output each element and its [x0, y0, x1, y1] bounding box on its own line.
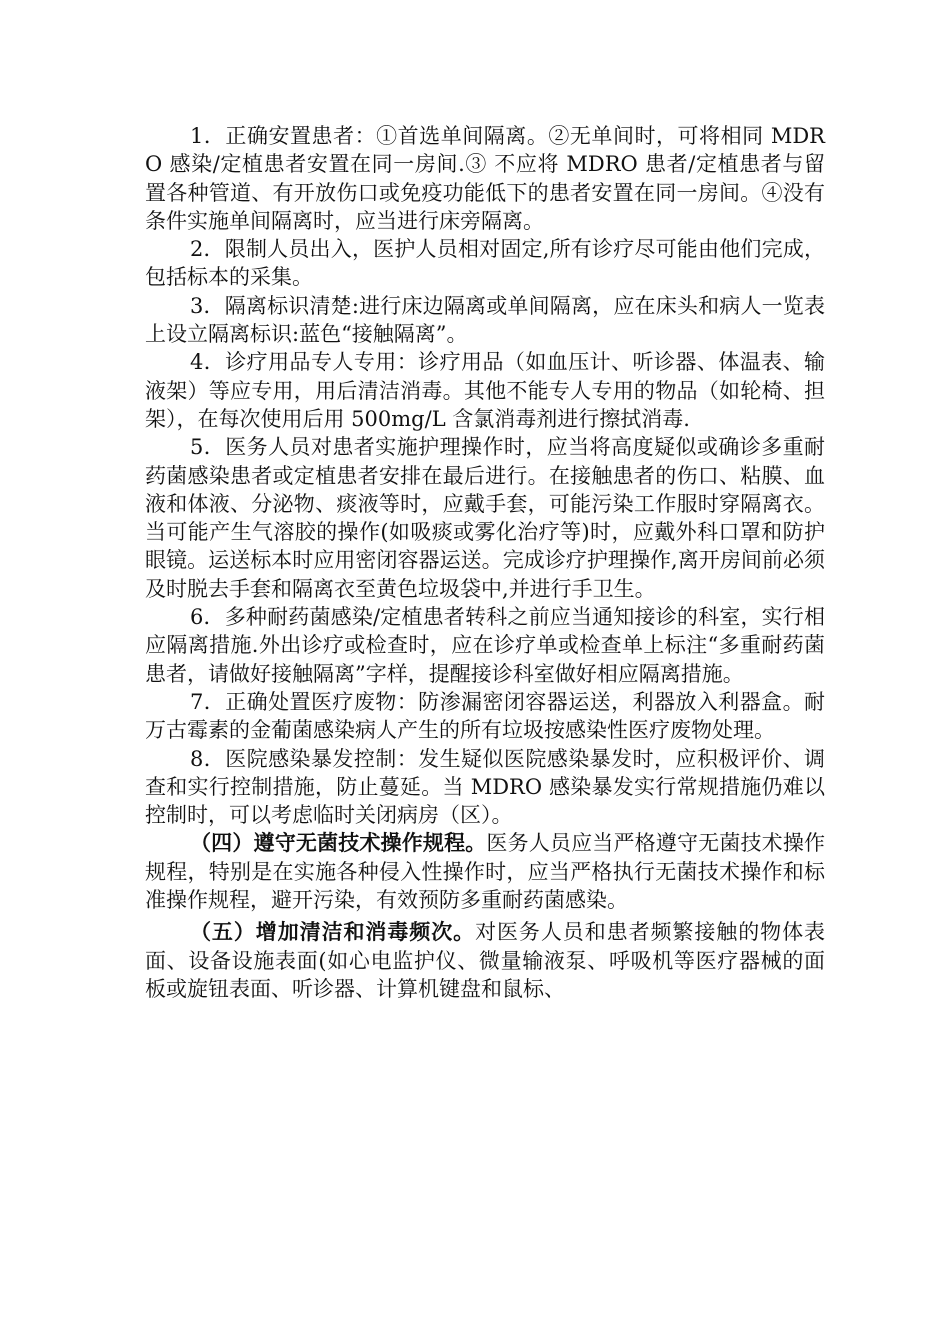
item-6: 6．多种耐药菌感染/定植患者转科之前应当通知接诊的科室，实行相应隔离措施.外出诊疗或检查时，应在诊疗单或检查单上标注“多重耐药菌患者，请做好接触隔离”字样，提醒接诊科室做好相应隔离措施。 — [145, 605, 825, 686]
section-5-heading: （五）增加清洁和消毒频次。 — [190, 919, 476, 945]
item-7: 7．正确处置医疗废物：防渗漏密闭容器运送，利器放入利器盒。耐万古霉素的金葡菌感染病人产生的所有垃圾按感染性医疗废物处理。 — [145, 689, 825, 743]
item-8: 8．医院感染暴发控制：发生疑似医院感染暴发时，应积极评价、调查和实行控制措施，防止蔓延。当 MDRO 感染暴发实行常规措施仍难以控制时，可以考虑临时关闭病房（区）。 — [145, 746, 825, 828]
section-5-body: 对医务人员和患者频繁接触的物体表面、设备设施表面(如心电监护仪、微量输液泵、呼吸机等医疗器械的面板或旋钮表面、听诊器、计算机键盘和鼠标、 — [145, 920, 826, 1001]
item-3: 3．隔离标识清楚:进行床边隔离或单间隔离，应在床头和病人一览表上设立隔离标识:蓝色“接触隔离”。 — [145, 293, 825, 347]
item-2: 2．限制人员出入，医护人员相对固定,所有诊疗尽可能由他们完成，包括标本的采集。 — [145, 237, 825, 290]
section-4 — [145, 829, 825, 914]
document-page — [145, 122, 825, 1007]
item-1: 1．正确安置患者：①首选单间隔离。②无单间时，可将相同 MDRO 感染/定植患者安置在同一房间.③ 不应将 MDRO 患者/定植患者与留置各种管道、有开放伤口或免疫功能低下的患者安置在同一房间。④没有条件实施单间隔离时，应当进行床旁隔离。 — [145, 124, 825, 233]
section-5 — [145, 918, 825, 1003]
section-4-heading: （四）遵守无菌技术操作规程。 — [190, 830, 487, 856]
item-5: 5．医务人员对患者实施护理操作时，应当将高度疑似或确诊多重耐药菌感染患者或定植患者安排在最后进行。在接触患者的伤口、粘膜、血液和体液、分泌物、痰液等时，应戴手套，可能污染工作服时穿隔离衣。当可能产生气溶胶的操作(如吸痰或雾化治疗等)时，应戴外科口罩和防护眼镜。运送标本时应用密闭容器运送。完成诊疗护理操作,离开房间前必须及时脱去手套和隔离衣至黄色垃圾袋中,并进行手卫生。 — [145, 435, 825, 601]
item-4: 4．诊疗用品专人专用：诊疗用品（如血压计、听诊器、体温表、输液架）等应专用，用后清洁消毒。其他不能专人专用的物品（如轮椅、担架），在每次使用后用 500mg/L 含氯消毒剂进行擦拭消毒. — [145, 350, 825, 431]
section-4-body: 医务人员应当严格遵守无菌技术操作规程，特别是在实施各种侵入性操作时，应当严格执行无菌技术操作和标准操作规程，避开污染，有效预防多重耐药菌感染。 — [145, 831, 826, 913]
